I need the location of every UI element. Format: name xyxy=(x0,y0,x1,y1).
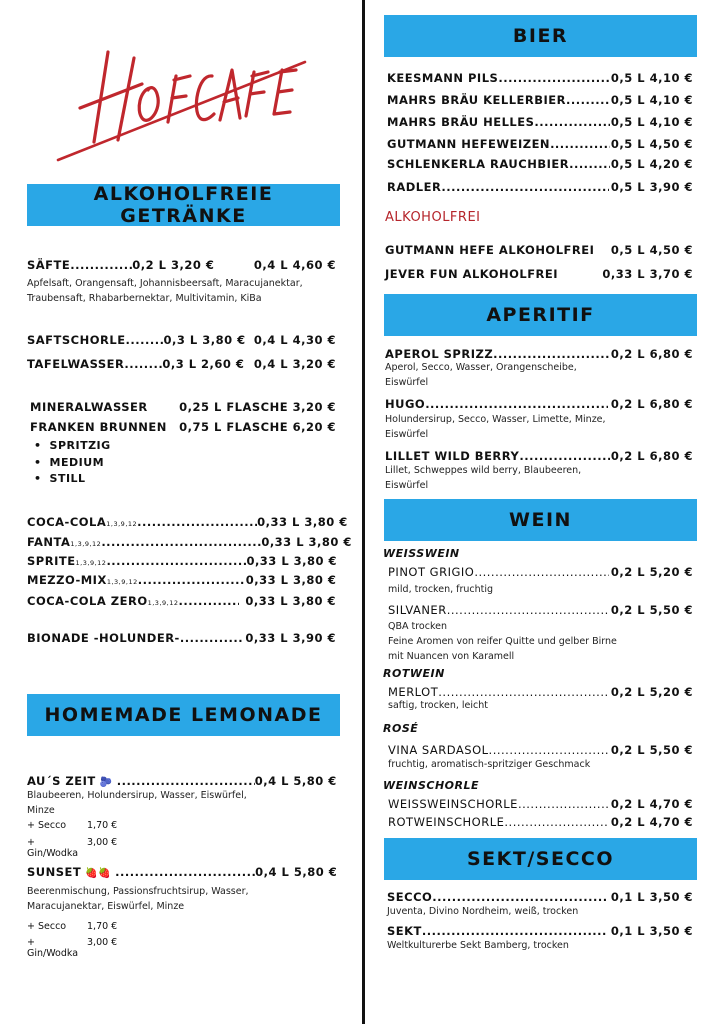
menu-item-schlenkerla: SCHLENKERLA RAUCHBIER ..... 0,5 L 4,20 € xyxy=(387,157,693,171)
menu-item-tafelwasser: TAFELWASSER ..... 0,3 L 2,60 € 0,4 L 3,20 € xyxy=(27,357,336,371)
sekt-banner: SEKT/SECCO xyxy=(384,838,697,880)
menu-item-sekt: SEKT ..... 0,1 L 3,50 € xyxy=(387,924,693,938)
merlot-description: saftig, trocken, leicht xyxy=(388,700,489,711)
menu-item-sprite: SPRITE 1,3,9,12 ..... 0,33 L 3,80 € xyxy=(27,554,336,568)
menu-item-jever-fun: JEVER FUN ALKOHOLFREI 0,33 L 3,70 € xyxy=(385,267,693,281)
menu-item-rotweinschorle: ROTWEINSCHORLE ..... 0,2 L 4,70 € xyxy=(388,815,693,829)
menu-item-mineralwasser: MINERALWASSER 0,25 L FLASCHE 3,20 € xyxy=(30,400,336,414)
hofcafe-logo xyxy=(50,40,310,170)
menu-item-saefte: SÄFTE ..... 0,2 L 3,20 € 0,4 L 4,60 € xyxy=(27,258,336,272)
saefte-description: Apfelsaft, Orangensaft, Johannisbeersaft, Maracujanektar, Traubensaft, Rhabarbernektar, Multivitamin, KiBa xyxy=(27,278,303,304)
menu-item-saftschorle: SAFTSCHORLE ..... 0,3 L 3,80 € 0,4 L 4,30 € xyxy=(27,333,336,347)
alkoholfrei-banner: ALKOHOLFREIE GETRÄNKE xyxy=(27,184,340,226)
rotwein-heading: ROTWEIN xyxy=(383,667,445,680)
sunset-extra-gin: + Gin/Wodka 3,00 € xyxy=(27,937,118,959)
sunset-description: Beerenmischung, Passionsfruchtsirup, Wasser, Maracujanektar, Eiswürfel, Minze xyxy=(27,886,249,912)
menu-item-coca-cola-zero: COCA-COLA ZERO 1,3,9,12 ..... 0,33 L 3,80 € xyxy=(27,594,336,608)
strawberry-icon: 🍓🍓 xyxy=(85,868,112,879)
aperol-description: Aperol, Secco, Wasser, Orangenscheibe, Eiswürfel xyxy=(385,362,577,388)
menu-item-franken-brunnen: FRANKEN BRUNNEN 0,75 L FLASCHE 6,20 € xyxy=(30,420,336,434)
menu-item-bionade: BIONADE -HOLUNDER- ..... 0,33 L 3,90 € xyxy=(27,631,336,645)
aperitif-banner: APERITIF xyxy=(384,294,697,336)
menu-item-gutmann-alkoholfrei: GUTMANN HEFE ALKOHOLFREI 0,5 L 4,50 € xyxy=(385,243,693,257)
menu-item-fanta: FANTA 1,3,9,12 ..... 0,33 L 3,80 € xyxy=(27,535,336,549)
menu-item-sunset: SUNSET 🍓🍓 ..... 0,4 L 5,80 € xyxy=(27,865,336,879)
weisswein-heading: WEISSWEIN xyxy=(383,547,460,560)
alkoholfrei-heading: ALKOHOLFREI xyxy=(385,210,481,225)
silvaner-description: QBA trocken Feine Aromen von reifer Quitte und gelber Birne mit Nuancen von Karamell xyxy=(388,621,617,662)
menu-item-coca-cola: COCA-COLA 1,3,9,12 ..... 0,33 L 3,80 € xyxy=(27,515,336,529)
menu-item-merlot: MERLOT ..... 0,2 L 5,20 € xyxy=(388,685,693,699)
menu-item-lillet: LILLET WILD BERRY ..... 0,2 L 6,80 € xyxy=(385,449,693,463)
sekt-description: Weltkulturerbe Sekt Bamberg, trocken xyxy=(387,940,569,951)
menu-item-secco: SECCO ..... 0,1 L 3,50 € xyxy=(387,890,693,904)
menu-item-mahrs-helles: MAHRS BRÄU HELLES ..... 0,5 L 4,10 € xyxy=(387,115,693,129)
menu-item-pinot-grigio: PINOT GRIGIO ..... 0,2 L 5,20 € xyxy=(388,565,693,579)
bullet-medium: • MEDIUM xyxy=(34,456,104,469)
vina-description: fruchtig, aromatisch-spritziger Geschmack xyxy=(388,759,591,770)
hugo-description: Holundersirup, Secco, Wasser, Limette, Minze, Eiswürfel xyxy=(385,414,606,440)
bier-banner: BIER xyxy=(384,15,697,57)
pinot-description: mild, trocken, fruchtig xyxy=(388,584,494,595)
menu-item-vina-sardasol: VINA SARDASOL ..... 0,2 L 5,50 € xyxy=(388,743,693,757)
bullet-spritzig: • SPRITZIG xyxy=(34,439,111,452)
rose-heading: ROSÉ xyxy=(383,722,419,735)
menu-item-mahrs-kellerbier: MAHRS BRÄU KELLERBIER ..... 0,5 L 4,10 € xyxy=(387,93,693,107)
sunset-extra-secco: + Secco 1,70 € xyxy=(27,921,118,932)
menu-item-silvaner: SILVANER ..... 0,2 L 5,50 € xyxy=(388,603,693,617)
lemonade-banner: HOMEMADE LEMONADE xyxy=(27,694,340,736)
menu-item-aperol: APEROL SPRIZZ ..... 0,2 L 6,80 € xyxy=(385,347,693,361)
bullet-still: • STILL xyxy=(34,472,86,485)
column-divider xyxy=(362,0,365,1024)
menu-item-hugo: HUGO ..... 0,2 L 6,80 € xyxy=(385,397,693,411)
auszeit-description: Blaubeeren, Holundersirup, Wasser, Eiswürfel, Minze xyxy=(27,790,247,816)
menu-item-keesmann-pils: KEESMANN PILS ..... 0,5 L 4,10 € xyxy=(387,71,693,85)
secco-description: Juventa, Divino Nordheim, weiß, trocken xyxy=(387,906,579,917)
blueberry-icon: 🫐 xyxy=(99,777,113,788)
auszeit-extra-gin: + Gin/Wodka 3,00 € xyxy=(27,837,118,859)
auszeit-extra-secco: + Secco 1,70 € xyxy=(27,820,118,831)
menu-item-auszeit: AU´S ZEIT 🫐 ..... 0,4 L 5,80 € xyxy=(27,774,336,788)
menu-item-mezzo-mix: MEZZO-MIX 1,3,9,12 ..... 0,33 L 3,80 € xyxy=(27,573,336,587)
wein-banner: WEIN xyxy=(384,499,697,541)
menu-item-weissweinschorle: WEISSWEINSCHORLE ..... 0,2 L 4,70 € xyxy=(388,797,693,811)
lillet-description: Lillet, Schweppes wild berry, Blaubeeren, Eiswürfel xyxy=(385,465,582,491)
weinschorle-heading: WEINSCHORLE xyxy=(383,779,479,792)
menu-item-gutmann-hefeweizen: GUTMANN HEFEWEIZEN ..... 0,5 L 4,50 € xyxy=(387,137,693,151)
menu-item-radler: RADLER ..... 0,5 L 3,90 € xyxy=(387,180,693,194)
